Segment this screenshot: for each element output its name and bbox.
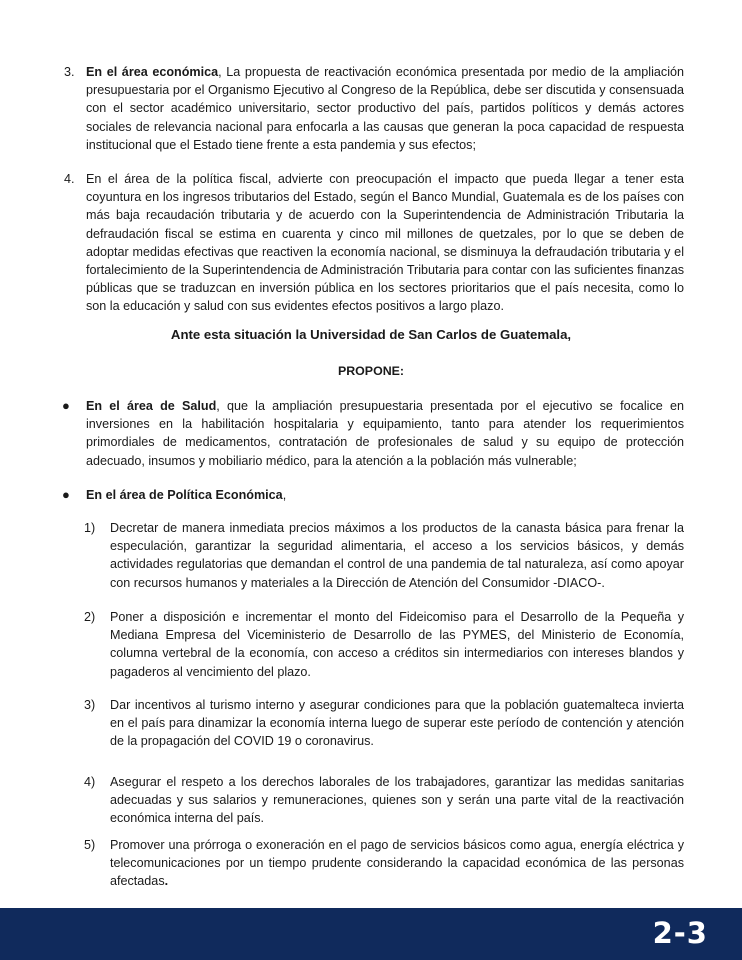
sub-item-4 (84, 773, 684, 828)
bullet-icon: ● (62, 398, 70, 413)
sub-item-text: Decretar de manera inmediata precios máximos a los productos de la canasta básica para frenar la especulación, garantizar la seguridad alimentaria, el acceso a los servicios básicos, y demás actividades regulatorias que demandan el control de una pandemia de tal naturaleza, así como apoyar con recursos humanos y materiales a la Dirección de Atención del Consumidor -DIACO-. (110, 521, 684, 590)
sub-item-number: 2) (84, 610, 96, 624)
numbered-item-4 (64, 170, 684, 316)
bullet-lead: En el área de Salud (86, 399, 217, 413)
bullet-salud (62, 397, 684, 470)
footer-bar (0, 908, 742, 960)
numbered-item-3 (64, 63, 684, 154)
sub-item-2 (84, 608, 684, 681)
item-text: En el área de la política fiscal, advierte con preocupación el impacto que pueda llegar a tener esta coyuntura en los ingresos tributarios del Estado, según el Banco Mundial, Guatemala es de los países con más baja recaudación tributaria y de acuerdo con la Superintendencia de Administración Tributaria la defraudación fiscal se estima en cuarenta y cinco mil millones de quetzales, por lo que se deben de adoptar medidas efectivas que reactiven la economía nacional, se disminuya la defraudación tributaria y el fortalecimiento de la Superintendencia de Administración Tributaria para contar con las suficientes finanzas públicas que se traduzcan en inversión pública en los sectores prioritarios que el país necesita, como lo son la educación y salud con sus evidentes efectos positivos a largo plazo. (86, 172, 684, 314)
sub-item-number: 3) (84, 698, 96, 712)
item-number: 4. (64, 172, 75, 186)
sub-item-number: 5) (84, 838, 96, 852)
sub-item-number: 1) (84, 521, 96, 535)
sub-item-text: Promover una prórroga o exoneración en el pago de servicios básicos como agua, energía eléctrica y telecomunicaciones por un tiempo prudente considerando la capacidad económica de las personas afectadas (110, 838, 684, 889)
section-heading: Ante esta situación la Universidad de San Carlos de Guatemala, (170, 327, 572, 342)
sub-item-tail: . (164, 874, 169, 889)
item-text: , La propuesta de reactivación económica presentada por medio de la ampliación presupuestaria por el Organismo Ejecutivo al Congreso de la República, debe ser discutida y consensuada con el sector académico universitario, sector productivo del país, partidos políticos y demás actores sociales de relevancia nacional para enfocarla a las causas que generan la poca capacidad de respuesta institucional que el Estado tiene frente a esta pandemia y sus efectos; (86, 65, 684, 152)
page-number: 2-3 (652, 916, 708, 950)
propone-heading: PROPONE: (337, 364, 405, 378)
bullet-lead: En el área de Política Económica (86, 488, 283, 502)
bullet-text: , que la ampliación presupuestaria presentada por el ejecutivo se focalice en inversiones en la habilitación hospitalaria y equipamiento, tanto para atender los requerimientos primordiales de medicamentos, contratación de profesionales de salud y su equipo de protección adecuado, insumos y mobiliario médico, para la atención a la población más vulnerable; (86, 399, 684, 468)
sub-item-5 (84, 836, 684, 891)
sub-item-text: Asegurar el respeto a los derechos laborales de los trabajadores, garantizar las medidas sanitarias adecuadas y sus salarios y remuneraciones, quienes son y serán una parte vital de la reactivación económica interna del país. (110, 775, 684, 826)
sub-item-1 (84, 519, 684, 592)
sub-item-text: Poner a disposición e incrementar el monto del Fideicomiso para el Desarrollo de la Pequeña y Mediana Empresa del Viceministerio de Desarrollo de las PYMES, del Ministerio de Economía, columna vertebral de la economía, con acceso a créditos sin intermediarios con intereses blandos y pagaderos al vencimiento del plazo. (110, 610, 684, 679)
sub-item-text: Dar incentivos al turismo interno y asegurar condiciones para que la población guatemalteca invierta en el país para dinamizar la economía interna luego de superar este período de contención y atención de la propagación del COVID 19 o coronavirus. (110, 698, 684, 749)
item-number: 3. (64, 65, 75, 79)
bullet-text: , (282, 488, 287, 502)
sub-item-number: 4) (84, 775, 96, 789)
item-lead: En el área económica (86, 65, 219, 79)
bullet-politica-economica (62, 486, 684, 504)
sub-item-3 (84, 696, 684, 751)
bullet-icon: ● (62, 487, 70, 502)
